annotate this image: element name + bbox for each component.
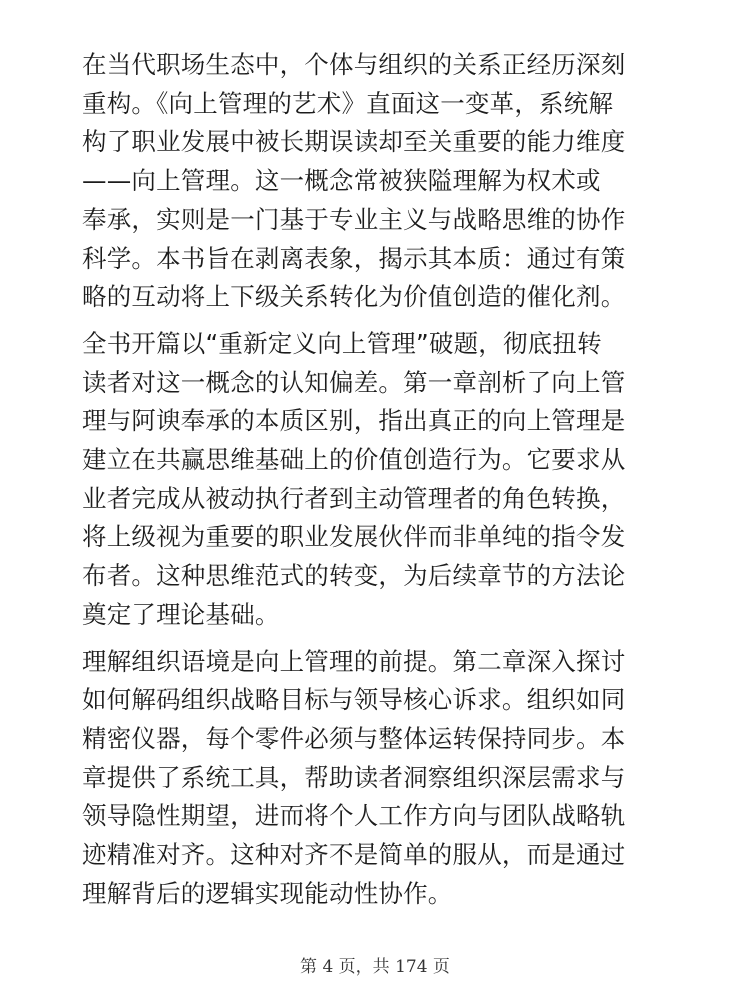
text-line: 理与阿谀奉承的本质区别，指出真正的向上管理是: [82, 406, 626, 436]
text-line: 布者。这种思维范式的转变，为后续章节的方法论: [82, 561, 626, 591]
text-line: 业者完成从被动执行者到主动管理者的角色转换，: [82, 483, 626, 513]
text-line: 略的互动将上下级关系转化为价值创造的催化剂。: [82, 282, 626, 312]
page-number-footer: 第 4 页，共 174 页: [300, 957, 450, 977]
text-line: 建立在共赢思维基础上的价值创造行为。它要求从: [82, 445, 626, 475]
text-line: 理解组织语境是向上管理的前提。第二章深入探讨: [82, 646, 626, 676]
text-line: 如何解码组织战略目标与领导核心诉求。组织如同: [82, 685, 626, 715]
text-line: 读者对这一概念的认知偏差。第一章剖析了向上管: [82, 367, 626, 397]
text-line: ——向上管理。这一概念常被狭隘理解为权术或: [82, 166, 601, 196]
paragraph-1: [82, 46, 672, 317]
text-line: 重构。《向上管理的艺术》直面这一变革，系统解: [82, 88, 614, 118]
text-line: 奉承，实则是一门基于专业主义与战略思维的协作: [82, 204, 626, 234]
text-line: 全书开篇以“重新定义向上管理”破题，彻底扭转: [82, 328, 602, 358]
text-line: 在当代职场生态中，个体与组织的关系正经历深刻: [82, 50, 626, 79]
text-line: 科学。本书旨在剥离表象，揭示其本质：通过有策: [82, 243, 626, 273]
text-line: 构了职业发展中被长期误读却至关重要的能力维度: [82, 127, 626, 157]
text-line: 迹精准对齐。这种对齐不是简单的服从，而是通过: [82, 840, 626, 870]
text-line: 精密仪器，每个零件必须与整体运转保持同步。本: [82, 723, 626, 753]
body-text: [82, 46, 672, 921]
text-line: 领导隐性期望，进而将个人工作方向与团队战略轨: [82, 801, 626, 831]
text-line: 将上级视为重要的职业发展伙伴而非单纯的指令发: [82, 522, 626, 552]
text-line: 章提供了系统工具，帮助读者洞察组织深层需求与: [82, 762, 626, 792]
text-line: 理解背后的逻辑实现能动性协作。: [82, 878, 453, 908]
paragraph-3: [82, 643, 672, 914]
paragraph-2: [82, 325, 672, 635]
text-line: 奠定了理论基础。: [82, 599, 280, 629]
